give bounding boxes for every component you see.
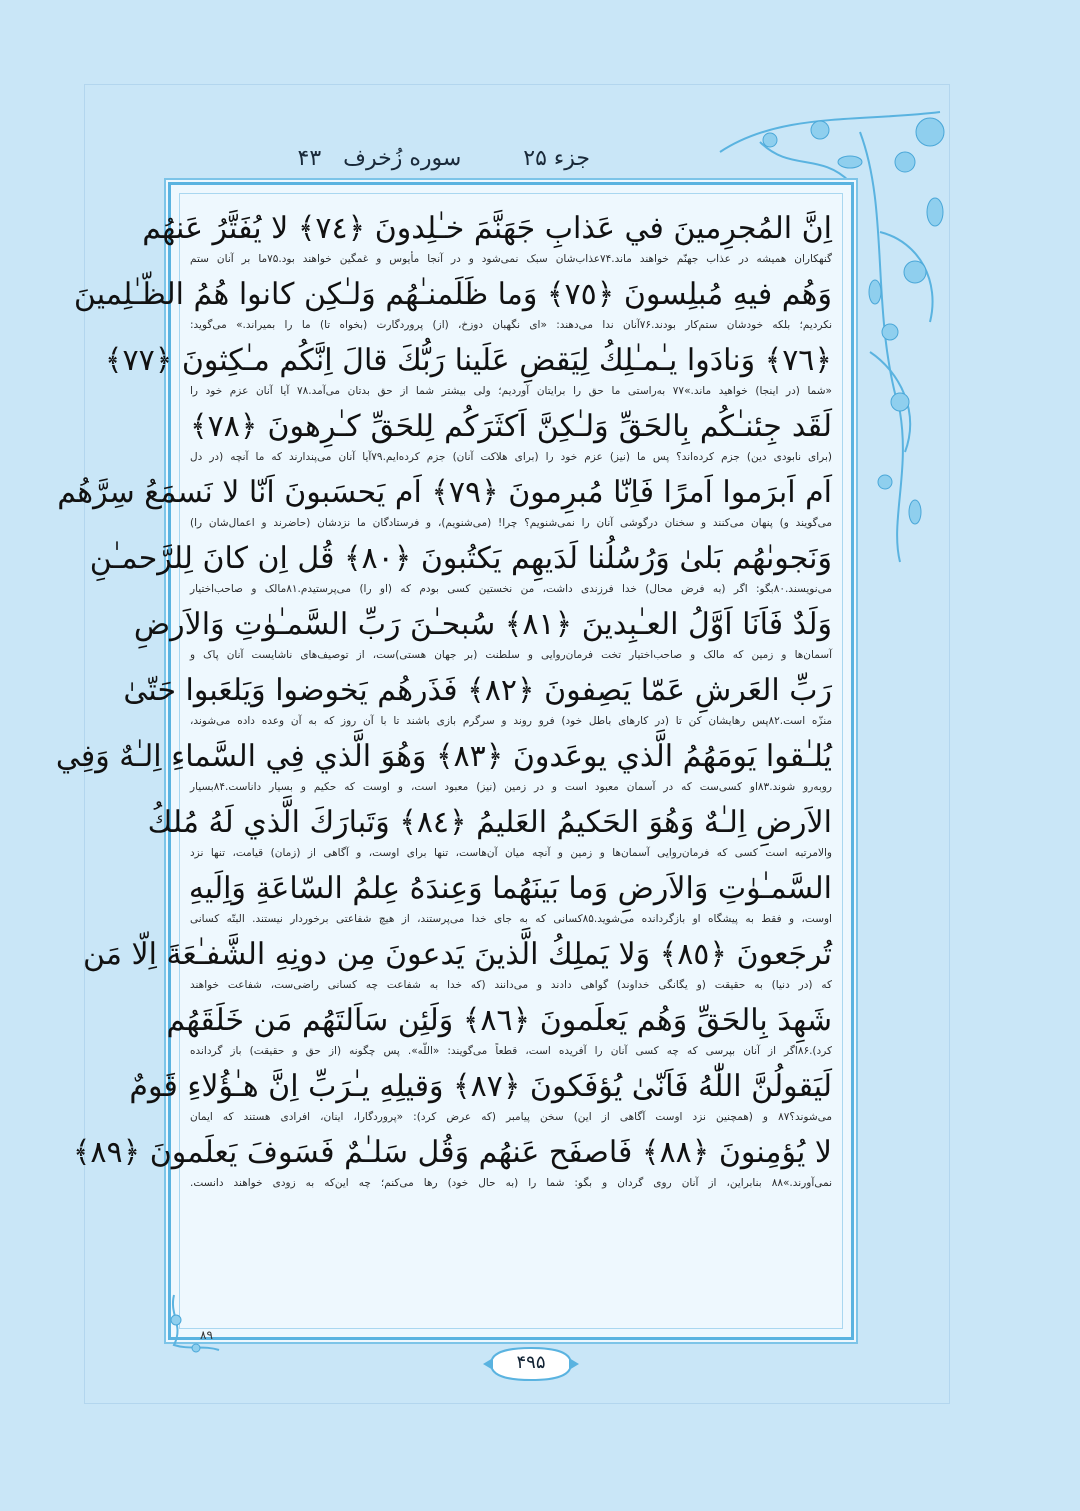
translation-line: «شما (در اینجا) خواهید ماند.»۷۷ به‌راستی ما حق را برایتان آوردیم؛ ولی بیشتر شما از حق بدتان می‌آمد.۷۸ آیا آنان عزم خود را: [190, 385, 832, 397]
verse-line: اَم اَبرَموا اَمرًا فَاِنّا مُبرِمونَ ﴿٧٩﴾ اَم يَحسَبونَ اَنّا لا نَسمَعُ سِرَّهُم: [57, 475, 832, 510]
translation-line: که (در دنیا) به حقیقت (و یگانگی خداوند) گواهی دادند و می‌دانند (که خدا به شفاعت چه کسانی راضی‌ست، شفاعت خواهند: [190, 979, 832, 991]
surah-number: ۴۳: [297, 145, 322, 171]
translation-line: منزّه است.۸۲پس رهایشان کن تا (در کارهای باطل خود) فرو روند و سرگرم بازی باشند تا با آن روز که به آن وعده داده می‌شوند،: [190, 715, 832, 727]
page-number: ۴۹۵: [516, 1352, 546, 1373]
verse-line: شَهِدَ بِالحَقِّ وَهُم يَعلَمونَ ﴿٨٦﴾ وَلَئِن سَاَلتَهُم مَن خَلَقَهُم: [166, 1003, 832, 1038]
footer-verse-number: ۸۹: [200, 1328, 213, 1342]
translation-line: گنهکاران همیشه در عذاب جهنّم خواهند ماند.۷۴عذاب‌شان سبک نمی‌شود و در آنجا مأیوس و غمگین خواهند بود.۷۵ما بر آنان ستم: [190, 253, 832, 265]
verse-line: الاَرضِ اِلـٰهٌ وَهُوَ الحَكيمُ العَليمُ ﴿٨٤﴾ وَتَبارَكَ الَّذي لَهُ مُلكُ: [147, 805, 832, 840]
verse-line: رَبِّ العَرشِ عَمّا يَصِفونَ ﴿٨٢﴾ فَذَرهُم يَخوضوا وَيَلعَبوا حَتّىٰ: [123, 673, 832, 708]
verse-line: السَّمـٰوٰتِ وَالاَرضِ وَما بَينَهُما وَعِندَهُ عِلمُ السّاعَةِ وَاِلَيهِ: [188, 871, 832, 906]
juz-label: جزء ۲۵: [523, 145, 590, 171]
verse-line: اِنَّ المُجرِمينَ في عَذابِ جَهَنَّمَ خـٰلِدونَ ﴿٧٤﴾ لا يُفَتَّرُ عَنهُم: [142, 211, 832, 246]
translation-line: می‌نویسند.۸۰بگو: اگر (به فرض محال) خدا فرزندی داشت، من نخستین کسی بودم که (او را) می‌پرستیدم.۸۱مالک و صاحب‌اختیار: [190, 583, 832, 595]
translation-line: نمی‌آورند.»۸۸ بنابراین، از آنان روی گردان و بگو: شما را (به حال خود) رها می‌کنم؛ چه این‌که به زودی خواهند دانست.: [190, 1177, 832, 1189]
verse-line: لَيَقولُنَّ اللّٰهُ فَاَنّىٰ يُؤفَكونَ ﴿٨٧﴾ وَقيلِهِ يـٰرَبِّ اِنَّ هـٰؤُلاءِ قَومٌ: [129, 1069, 832, 1104]
verse-line: يُلـٰقوا يَومَهُمُ الَّذي يوعَدونَ ﴿٨٣﴾ وَهُوَ الَّذي فِي السَّماءِ اِلـٰهٌ وَفِي: [55, 739, 832, 774]
verse-line: وَنَجوىٰهُم بَلىٰ وَرُسُلُنا لَدَيهِم يَكتُبونَ ﴿٨٠﴾ قُل اِن كانَ لِلرَّحمـٰنِ: [89, 541, 832, 576]
page-header: [280, 142, 590, 174]
translation-line: آسمان‌ها و زمین که مالک و صاحب‌اختیار تخت فرمان‌روایی و سلطنت (بر جهان هستی)ست، از توصیف‌های ناشایست آنان پاک و: [190, 649, 832, 661]
verse-line: ﴿٧٦﴾ وَنادَوا يـٰمـٰلِكُ لِيَقضِ عَلَينا رَبُّكَ قالَ اِنَّكُم مـٰكِثونَ ﴿٧٧﴾: [104, 343, 832, 378]
translation-line: کرد).۸۶اگر از آنان بپرسی که چه کسی آنان را آفریده است، قطعاً می‌گویند: «اللّه». پس چگونه (از حق و حقیقت) باز گردانده: [190, 1045, 832, 1057]
quran-text-block: [55, 208, 832, 1198]
verse-line: وَلَدٌ فَاَنَا اَوَّلُ العـٰبِدينَ ﴿٨١﴾ سُبحـٰنَ رَبِّ السَّمـٰوٰتِ وَالاَرضِ: [133, 607, 832, 642]
translation-line: می‌گویند و) پنهان می‌کنند و سخنان درگوشی آنان را نمی‌شنویم؟ چرا! (می‌شنویم)، و فرستادگان ما نزدشان (حاضرند و اعمال‌شان را): [190, 517, 832, 529]
corner-ornament: [164, 1290, 224, 1360]
translation-line: نکردیم؛ بلکه خودشان ستم‌کار بودند.۷۶آنان ندا می‌دهند: «ای نگهبان دوزخ، (از) پروردگارت (بخواه تا) ما را بمیراند.» می‌گوید:: [190, 319, 832, 331]
verse-line: وَهُم فيهِ مُبلِسونَ ﴿٧٥﴾ وَما ظَلَمنـٰهُم وَلـٰكِن كانوا هُمُ الظّـٰلِمينَ: [73, 277, 832, 312]
translation-line: می‌شوند؟۸۷ و (همچنین نزد اوست آگاهی از این) سخن پیامبر (که عرض کرد): «پروردگارا، اینان، افرادی هستند که ایمان: [190, 1111, 832, 1123]
translation-line: اوست، و فقط به پیشگاه او بازگردانده می‌شوید.۸۵کسانی که به جای خدا می‌پرستند، از هیچ شفاعتی برخوردار نیستند. البتّه کسانی: [190, 913, 832, 925]
translation-line: (برای نابودی دین) جزم کرده‌اند؟ پس ما (نیز) عزم خود را (برای هلاکت آنان) جزم کرده‌ایم.۷۹آیا آنان می‌پندارند که ما آنچه (در دل: [190, 451, 832, 463]
translation-line: والامرتبه است کسی که فرمان‌روایی آسمان‌ها و زمین و آنچه میان آن‌هاست، تنها برای اوست، و آگاهی از (زمان) قیامت، تنها نزد: [190, 847, 832, 859]
verse-line: لا يُؤمِنونَ ﴿٨٨﴾ فَاصفَح عَنهُم وَقُل سَلـٰمٌ فَسَوفَ يَعلَمونَ ﴿٨٩﴾: [72, 1135, 832, 1170]
surah-name: سوره زُخرف: [343, 145, 462, 171]
verse-line: تُرجَعونَ ﴿٨٥﴾ وَلا يَملِكُ الَّذينَ يَدعونَ مِن دونِهِ الشَّفـٰعَةَ اِلّا مَن: [83, 937, 832, 972]
translation-line: روبه‌رو شوند.۸۳او کسی‌ست که در آسمان معبود است و در زمین (نیز) معبود است، و اوست که حکیم و بسیار داناست.۸۴بسیار: [190, 781, 832, 793]
verse-line: لَقَد جِئنـٰكُم بِالحَقِّ وَلـٰكِنَّ اَكثَرَكُم لِلحَقِّ كـٰرِهونَ ﴿٧٨﴾: [190, 409, 832, 444]
